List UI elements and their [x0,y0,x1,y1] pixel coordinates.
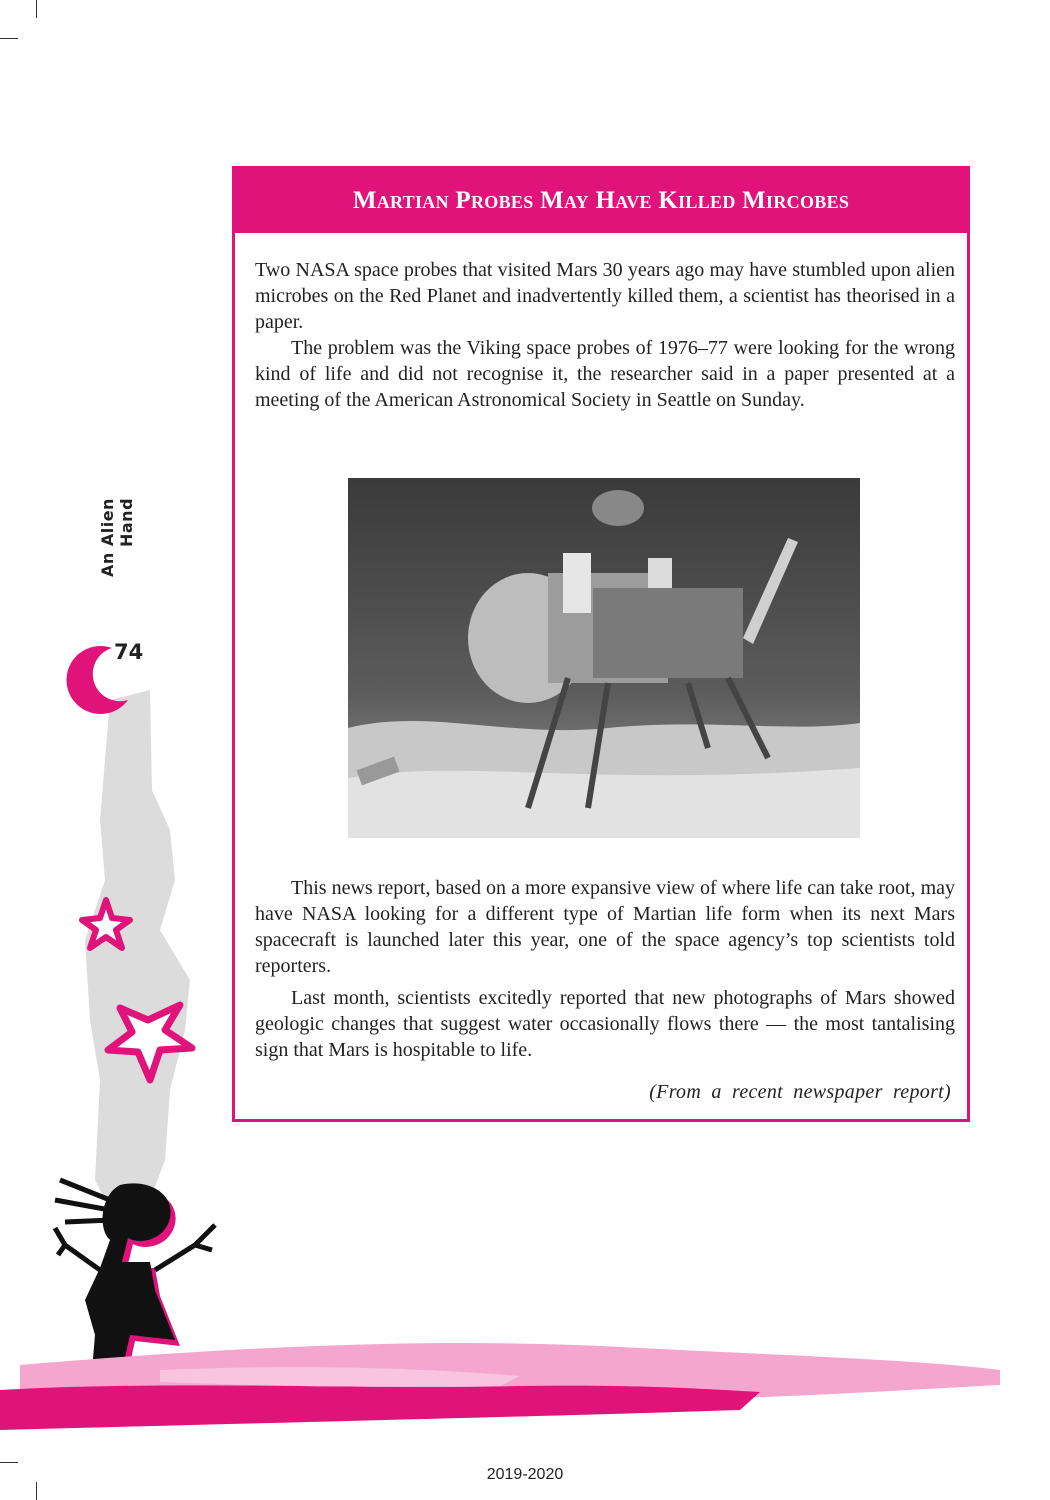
article-paragraph: Last month, scientists excitedly reported that new photographs of Mars showed geologic changes that suggest water occasionally flows there — the most tantalising sign that Mars is hospitable to life. [255,987,955,1061]
article-header [235,169,967,233]
article-credit: (From a recent newspaper report) [649,1081,951,1103]
bottom-splash [0,1330,1050,1440]
article-paragraph: This news report, based on a more expansive view of where life can take root, may have NASA looking for a different type of Martian life form when its next Mars spacecraft is launched later this year, one of the space agency’s top scientists told reporters. [255,877,955,977]
tower-silhouette [85,690,190,1210]
page-number: 74 [114,640,144,664]
article-paragraph: Two NASA space probes that visited Mars 30 years ago may have stumbled upon alien microbes on the Red Planet and inadvertently killed them, a scientist has theorised in a paper. [255,259,955,333]
side-decoration [0,0,230,1500]
footer-year: 2019-2020 [486,1466,564,1483]
viking-lander-photo [348,478,860,838]
book-title: An Alien Hand [98,498,136,577]
article-title: Martian Probes May Have Killed Mircobes [352,187,850,214]
article-paragraph: The problem was the Viking space probes of 1976–77 were looking for the wrong kind of life and did not recognise it, the researcher said in a paper presented at a meeting of the American Astronomical Society in Seattle on Sunday. [255,337,955,411]
article-box [232,166,970,1122]
